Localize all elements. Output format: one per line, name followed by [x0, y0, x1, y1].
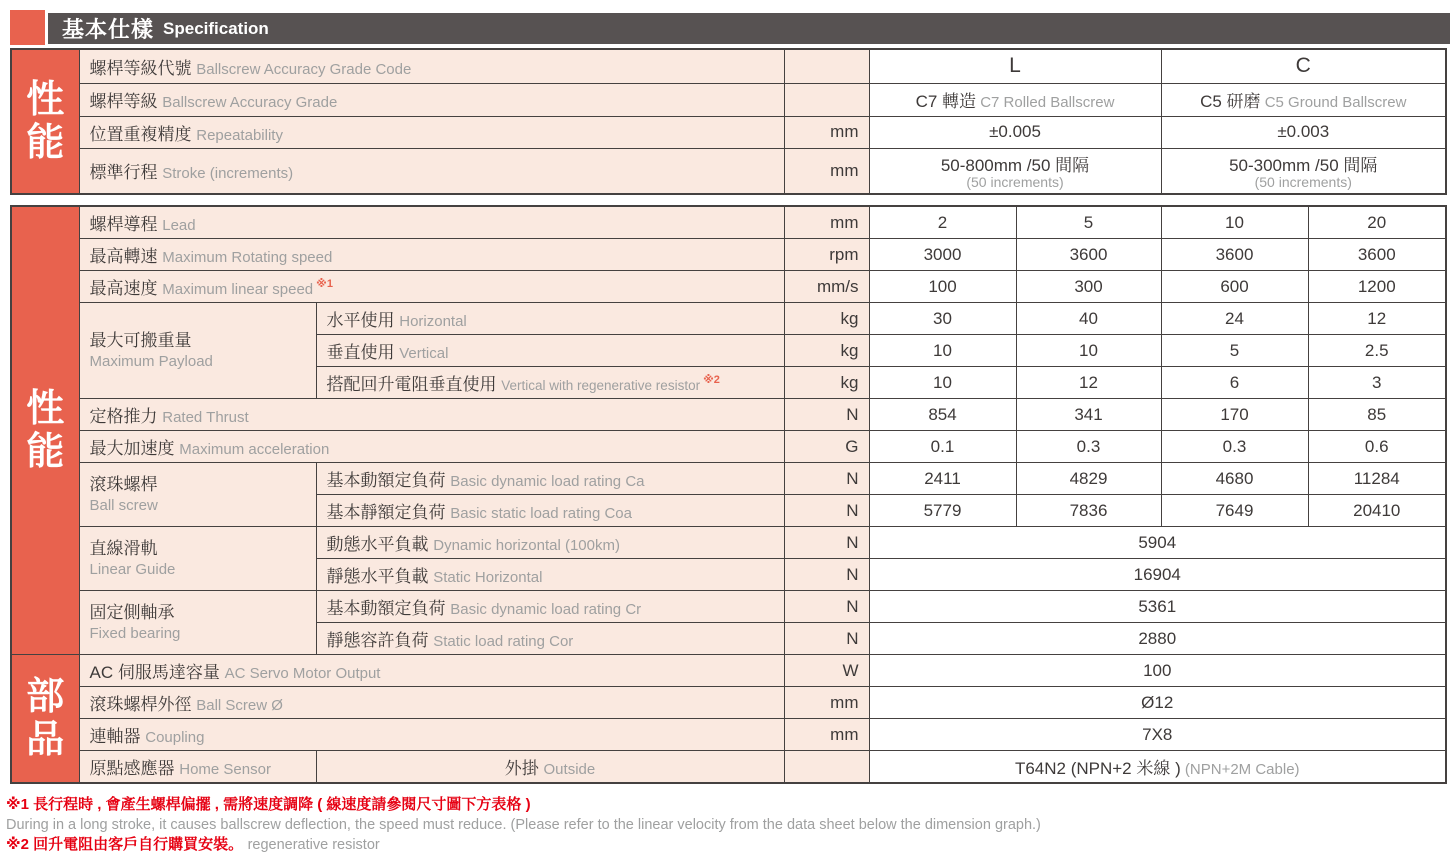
spec-cell-value	[869, 655, 1446, 687]
spec-cell-label	[316, 303, 784, 335]
spec-cell-group-label	[79, 591, 316, 655]
footnote	[6, 835, 1450, 855]
value-text: 7649	[1215, 500, 1254, 520]
spec-cell-value	[869, 431, 1016, 463]
value-text: 5361	[1138, 596, 1177, 616]
spec-cell-unit: G	[784, 431, 869, 463]
value-text: C	[1295, 54, 1311, 78]
spec-cell-group-label	[79, 527, 316, 591]
spec-row	[11, 463, 1446, 495]
spec-cell-unit: N	[784, 495, 869, 527]
label-zh: 靜態容許負荷	[326, 631, 429, 650]
sidebar-char: 能	[26, 121, 65, 164]
label-zh: 螺桿等級	[89, 92, 158, 111]
spec-cell-unit: N	[784, 399, 869, 431]
spec-cell-label	[316, 751, 784, 784]
label-en: Static load rating Cor	[433, 633, 574, 650]
spec-cell-label	[79, 49, 784, 83]
spec-cell-value	[1016, 303, 1161, 335]
spec-row	[11, 206, 1446, 239]
spec-cell-label	[79, 687, 784, 719]
spec-cell-unit: kg	[784, 303, 869, 335]
value-text: 341	[1074, 404, 1103, 424]
value-text: 4680	[1215, 468, 1254, 488]
spec-cell-value	[1016, 239, 1161, 271]
spec-row	[11, 303, 1446, 335]
label-en: Outside	[543, 761, 596, 778]
value-text: C5 研磨	[1200, 92, 1261, 111]
spec-row	[11, 751, 1446, 784]
value-text: 30	[933, 308, 952, 328]
sidebar-section-label	[11, 206, 79, 655]
spec-cell-value	[869, 399, 1016, 431]
spec-cell-value	[1308, 399, 1446, 431]
value-text: 3600	[1069, 244, 1108, 264]
label-zh: 動態水平負載	[326, 535, 429, 554]
spec-cell-value	[869, 367, 1016, 399]
spec-cell-group-label	[79, 463, 316, 527]
label-en: Rated Thrust	[162, 409, 249, 426]
spec-row	[11, 431, 1446, 463]
label-zh: 水平使用	[326, 311, 395, 330]
value-text: 16904	[1133, 564, 1181, 584]
value-gray-suffix: (NPN+2M Cable)	[1180, 761, 1300, 778]
value-text: 24	[1225, 308, 1244, 328]
spec-cell-unit: mm	[784, 148, 869, 194]
value-text: 2	[937, 212, 948, 232]
spec-row	[11, 271, 1446, 303]
label-zh: 外掛	[504, 759, 539, 778]
spec-table-performance-parts	[10, 205, 1447, 784]
spec-cell-value	[869, 335, 1016, 367]
spec-cell-label	[79, 751, 316, 784]
value-text: 40	[1079, 308, 1098, 328]
label-zh: 連軸器	[89, 727, 141, 746]
value-text: 0.3	[1076, 436, 1101, 456]
label-en: AC Servo Motor Output	[224, 665, 381, 682]
spec-cell-unit	[784, 83, 869, 116]
group-label-en: Maximum Payload	[89, 352, 213, 370]
spec-cell-value	[1161, 83, 1446, 116]
sidebar-char: 部	[26, 675, 65, 718]
spec-cell-unit: rpm	[784, 239, 869, 271]
spec-row	[11, 687, 1446, 719]
value-text: 7836	[1069, 500, 1108, 520]
spec-cell-value	[1161, 335, 1308, 367]
label-en: Home Sensor	[179, 761, 271, 778]
value-text: 600	[1220, 276, 1249, 296]
value-text: 3000	[923, 244, 962, 264]
spec-cell-unit: N	[784, 463, 869, 495]
label-zh: 靜態水平負載	[326, 567, 429, 586]
group-label-en: Linear Guide	[89, 560, 176, 578]
spec-cell-value	[1016, 206, 1161, 239]
spec-cell-value	[869, 687, 1446, 719]
value-text: 100	[928, 276, 957, 296]
label-zh: 搭配回升電阻垂直使用	[326, 375, 497, 394]
spec-cell-label	[79, 719, 784, 751]
spec-cell-value	[1161, 116, 1446, 148]
value-text: 50-300mm /50 間隔	[1229, 156, 1378, 176]
spec-cell-value	[869, 719, 1446, 751]
label-en: Maximum Rotating speed	[162, 249, 333, 266]
value-text: 50-800mm /50 間隔	[940, 156, 1090, 176]
label-zh: 基本動額定負荷	[326, 599, 446, 618]
spec-cell-unit: mm	[784, 719, 869, 751]
spec-cell-value	[869, 303, 1016, 335]
spec-row	[11, 148, 1446, 194]
header-accent-square	[10, 10, 45, 45]
label-en: Stroke (increments)	[162, 165, 294, 183]
spec-cell-unit: mm	[784, 206, 869, 239]
value-text: 6	[1229, 372, 1240, 392]
value-text: 7X8	[1142, 724, 1173, 744]
value-text: 12	[1367, 308, 1387, 328]
spec-cell-label	[79, 148, 784, 194]
spec-cell-label	[316, 335, 784, 367]
sidebar-char: 品	[26, 718, 65, 761]
spec-cell-label	[316, 527, 784, 559]
label-zh: 最大加速度	[89, 439, 175, 458]
label-en: Horizontal	[399, 313, 467, 330]
header-bar	[48, 13, 1450, 44]
spec-cell-label	[316, 463, 784, 495]
page-title-zh: 基本仕樣	[62, 17, 155, 42]
spec-cell-value	[1308, 206, 1446, 239]
value-text: 100	[1143, 660, 1172, 680]
label-zh: 滾珠螺桿外徑	[89, 695, 192, 714]
label-en: Maximum acceleration	[179, 441, 330, 458]
spec-cell-value	[1016, 431, 1161, 463]
spec-cell-value	[869, 148, 1161, 194]
spec-cell-value	[1161, 206, 1308, 239]
value-text: 854	[928, 404, 957, 424]
spec-cell-value	[1016, 399, 1161, 431]
spec-cell-value	[1016, 463, 1161, 495]
label-zh: 標準行程	[89, 163, 158, 183]
spec-cell-value	[1308, 495, 1446, 527]
value-text: 10	[1079, 340, 1098, 360]
footnote-marker: ※1	[316, 278, 333, 291]
value-text: ±0.005	[989, 122, 1041, 141]
label-en: Vertical	[399, 345, 449, 362]
spec-cell-value	[1016, 335, 1161, 367]
spec-cell-value	[1308, 335, 1446, 367]
value-text: 0.1	[930, 436, 955, 456]
label-en: Ballscrew Accuracy Grade Code	[196, 60, 412, 78]
spec-cell-value	[869, 206, 1016, 239]
spec-cell-unit	[784, 751, 869, 784]
spec-cell-value	[869, 239, 1016, 271]
label-zh: 螺桿導程	[89, 215, 158, 234]
label-zh: 基本動額定負荷	[326, 471, 446, 490]
spec-cell-value	[1161, 271, 1308, 303]
label-zh: 位置重複精度	[89, 124, 192, 144]
spec-table-accuracy	[10, 48, 1447, 195]
spec-cell-unit: N	[784, 559, 869, 591]
spec-cell-value	[869, 591, 1446, 623]
spec-cell-value	[1016, 495, 1161, 527]
group-label-zh: 固定側軸承	[89, 602, 175, 622]
label-en: Dynamic horizontal (100km)	[433, 537, 620, 554]
spec-row	[11, 49, 1446, 83]
spec-row	[11, 591, 1446, 623]
spec-cell-value	[869, 559, 1446, 591]
value-text: 0.3	[1222, 436, 1247, 456]
spec-cell-unit: N	[784, 527, 869, 559]
spec-cell-value	[1308, 431, 1446, 463]
label-en: Static Horizontal	[433, 569, 543, 586]
spec-cell-group-label	[79, 303, 316, 399]
spec-cell-value	[1161, 148, 1446, 194]
spec-cell-value	[1161, 495, 1308, 527]
spec-cell-label	[316, 559, 784, 591]
value-subtext: (50 increments)	[966, 174, 1064, 191]
spec-cell-unit: W	[784, 655, 869, 687]
spec-cell-value	[1016, 367, 1161, 399]
spec-cell-label	[79, 271, 784, 303]
spec-cell-label	[316, 623, 784, 655]
spec-row	[11, 527, 1446, 559]
spec-cell-label	[79, 83, 784, 116]
spec-cell-value	[869, 49, 1161, 83]
spec-cell-unit	[784, 49, 869, 83]
label-en: Maximum linear speed	[162, 281, 314, 298]
spec-cell-value	[1161, 303, 1308, 335]
sidebar-char: 能	[26, 430, 65, 473]
label-zh: 最高轉速	[89, 247, 158, 266]
spec-cell-label	[316, 495, 784, 527]
label-zh: 原點感應器	[89, 759, 175, 778]
value-text: 5904	[1138, 532, 1177, 552]
footnotes	[6, 795, 1450, 855]
label-zh: 垂直使用	[326, 343, 395, 362]
value-text: 5	[1229, 340, 1240, 360]
spec-cell-label	[79, 399, 784, 431]
footnote-marker: ※2	[703, 374, 720, 387]
value-text: 10	[1225, 212, 1244, 232]
spec-cell-value	[1308, 271, 1446, 303]
performance-parts-table-container	[10, 205, 1447, 784]
value-text: 2411	[924, 468, 961, 488]
spec-cell-value	[869, 751, 1446, 784]
value-text: T64N2 (NPN+2 米線 )	[1014, 759, 1181, 778]
sidebar-char: 性	[26, 78, 65, 121]
value-text: 11284	[1353, 468, 1400, 488]
value-text: 300	[1074, 276, 1103, 296]
spec-cell-unit: mm	[784, 687, 869, 719]
value-text: 10	[933, 372, 952, 392]
footnote-gray-text: regenerative resistor	[247, 837, 380, 853]
label-en: Ball Screw Ø	[196, 697, 283, 714]
value-text: 4829	[1069, 468, 1108, 488]
label-en: Basic static load rating Coa	[450, 505, 632, 522]
footnote	[6, 795, 1450, 815]
value-text: 0.6	[1364, 436, 1389, 456]
spec-cell-value	[869, 271, 1016, 303]
spec-cell-value	[1161, 239, 1308, 271]
group-label-zh: 滾珠螺桿	[89, 474, 158, 494]
value-text: 10	[933, 340, 952, 360]
spec-cell-value	[1308, 239, 1446, 271]
spec-cell-value	[1016, 271, 1161, 303]
label-en: Basic dynamic load rating Ca	[450, 473, 645, 490]
value-text: 5779	[923, 500, 962, 520]
spec-cell-value	[1161, 399, 1308, 431]
spec-cell-value	[1308, 303, 1446, 335]
value-text: C7 轉造	[915, 92, 977, 111]
value-text: 12	[1079, 372, 1098, 392]
sidebar-section-label	[11, 655, 79, 784]
value-gray-suffix: C7 Rolled Ballscrew	[976, 94, 1115, 111]
value-text: 85	[1367, 404, 1387, 424]
spec-row	[11, 116, 1446, 148]
label-zh: 基本靜額定負荷	[326, 503, 446, 522]
label-en: Lead	[162, 217, 196, 234]
spec-cell-label	[79, 239, 784, 271]
spec-cell-value	[1161, 49, 1446, 83]
label-en: Vertical with regenerative resistor	[501, 378, 701, 393]
label-zh: 螺桿等級代號	[89, 58, 192, 78]
group-label-en: Ball screw	[89, 496, 158, 514]
spec-cell-label	[79, 206, 784, 239]
spec-cell-value	[869, 116, 1161, 148]
group-label-en: Fixed bearing	[89, 624, 181, 642]
value-text: 3	[1372, 372, 1382, 392]
spec-row	[11, 399, 1446, 431]
label-zh: 最高速度	[89, 279, 158, 298]
value-text: Ø12	[1141, 692, 1174, 712]
label-en: Basic dynamic load rating Cr	[450, 601, 642, 618]
label-en: Repeatability	[196, 126, 283, 144]
value-text: 170	[1220, 404, 1249, 424]
section-header	[10, 10, 1450, 46]
spec-cell-value	[869, 527, 1446, 559]
value-gray-suffix: C5 Ground Ballscrew	[1260, 94, 1407, 111]
spec-cell-value	[869, 623, 1446, 655]
group-label-zh: 直線滑軌	[89, 538, 158, 558]
label-zh: AC 伺服馬達容量	[89, 663, 220, 682]
value-subtext: (50 increments)	[1254, 174, 1352, 191]
spec-cell-value	[869, 463, 1016, 495]
spec-cell-value	[1161, 367, 1308, 399]
sidebar-section-label	[11, 49, 79, 194]
footnote-red-text: ※1 長行程時 , 會產生螺桿偏擺 , 需將速度調降 ( 線速度請參閱尺寸圖下方表格 )	[6, 796, 531, 813]
footnote	[6, 815, 1450, 835]
value-text: L	[1009, 54, 1021, 78]
value-text: 5	[1083, 212, 1094, 232]
spec-cell-value	[1308, 463, 1446, 495]
group-label-zh: 最大可搬重量	[89, 330, 192, 350]
spec-cell-label	[316, 591, 784, 623]
spec-row	[11, 719, 1446, 751]
spec-cell-unit: mm	[784, 116, 869, 148]
spec-cell-value	[869, 83, 1161, 116]
spec-cell-unit: mm/s	[784, 271, 869, 303]
label-zh: 定格推力	[89, 407, 158, 426]
value-text: 1200	[1357, 276, 1396, 296]
spec-cell-value	[1161, 463, 1308, 495]
accuracy-table-container	[10, 48, 1447, 195]
spec-row	[11, 655, 1446, 687]
spec-cell-label	[316, 367, 784, 399]
value-text: 20410	[1353, 500, 1401, 520]
value-text: 20	[1367, 212, 1387, 232]
value-text: 2880	[1138, 628, 1177, 648]
value-text: 3600	[1357, 244, 1396, 264]
spec-cell-unit: kg	[784, 367, 869, 399]
spec-cell-value	[869, 495, 1016, 527]
spec-row	[11, 239, 1446, 271]
spec-cell-label	[79, 116, 784, 148]
spec-cell-label	[79, 431, 784, 463]
spec-cell-unit: N	[784, 623, 869, 655]
value-text: ±0.003	[1277, 122, 1330, 141]
spec-row	[11, 83, 1446, 116]
label-en: Ballscrew Accuracy Grade	[162, 94, 338, 111]
label-en: Coupling	[145, 729, 205, 746]
spec-cell-unit: kg	[784, 335, 869, 367]
value-text: 3600	[1215, 244, 1254, 264]
page-title-en: Specification	[163, 18, 269, 38]
footnote-red-text: ※2 回升電阻由客戶自行購買安裝。	[6, 836, 244, 853]
footnote-gray-text: During in a long stroke, it causes ballscrew deflection, the speed must reduce. (Please refer to the linear velocity from the data sheet below the dimension graph.)	[6, 817, 1041, 833]
spec-cell-value	[1161, 431, 1308, 463]
sidebar-char: 性	[26, 387, 65, 430]
spec-cell-unit: N	[784, 591, 869, 623]
spec-cell-label	[79, 655, 784, 687]
spec-cell-value	[1308, 367, 1446, 399]
value-text: 2.5	[1364, 340, 1389, 360]
